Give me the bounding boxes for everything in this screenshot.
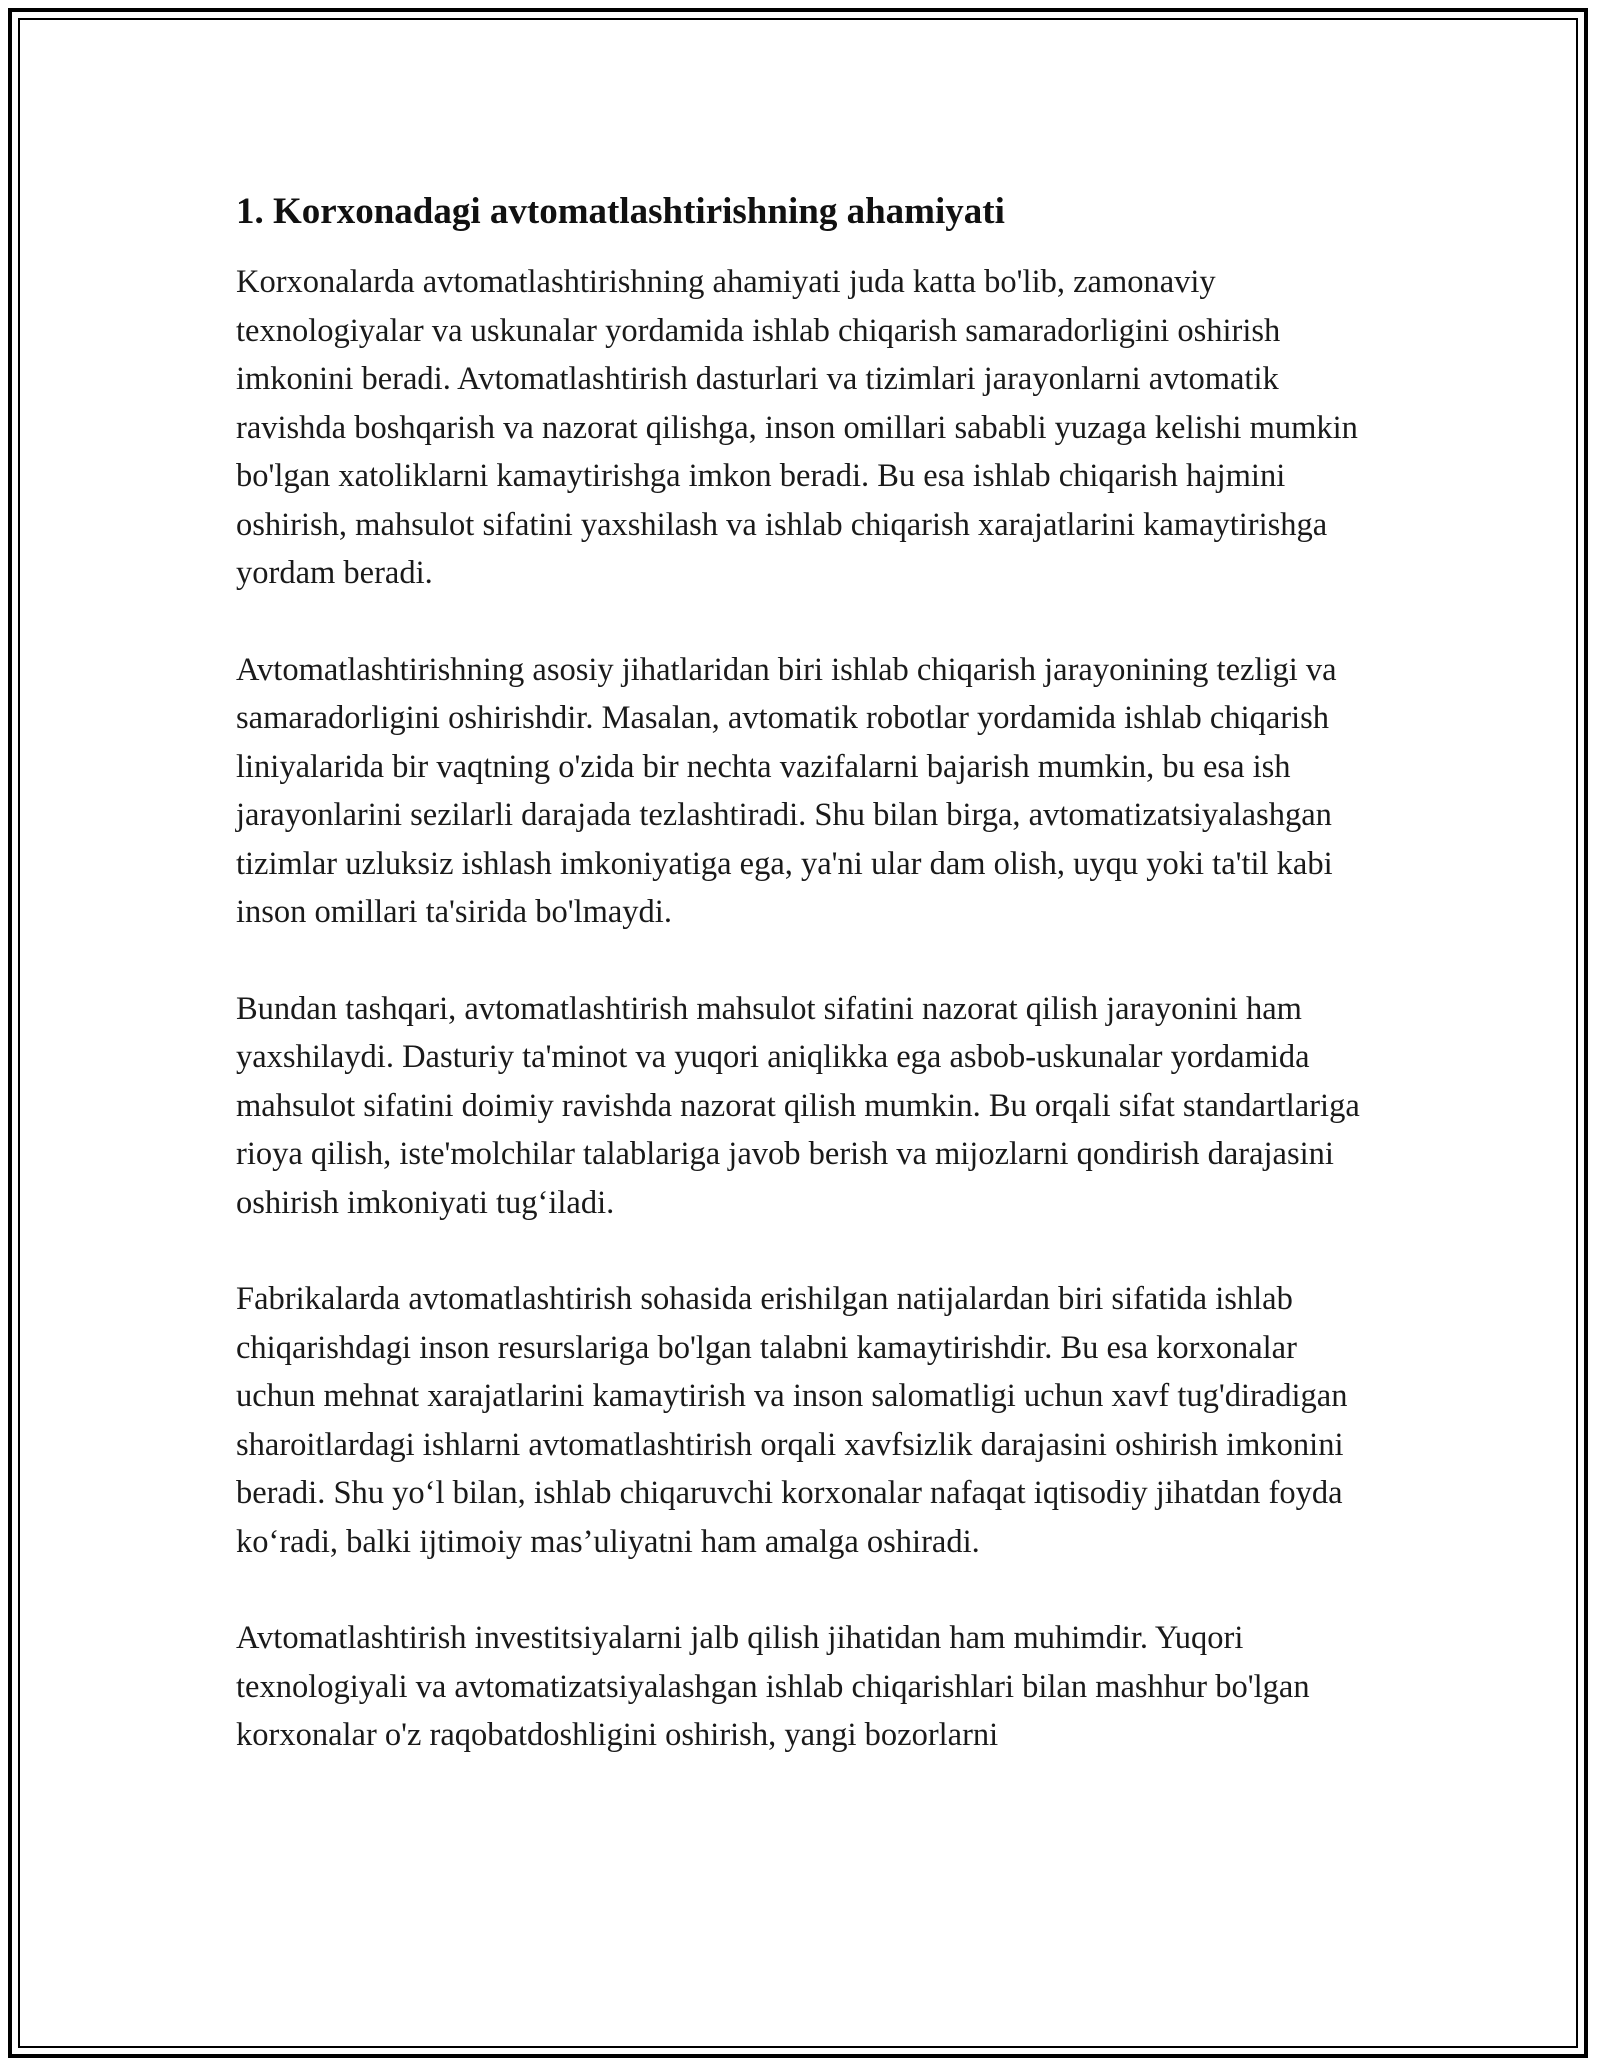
paragraph-4: Fabrikalarda avtomatlashtirish sohasida erishilgan natijalardan biri sifatida ishlab chiqarishdagi inson resurslariga bo'lgan talabni kamaytirishdir. Bu esa korxonalar uchun mehnat xarajatlarini kamaytirish va inson salomatligi uchun xavf tug'diradigan sharoitlardagi ishlarni avtomatlashtirish orqali xavfsizlik darajasini oshirish imkonini beradi. Shu yo‘l bilan, ishlab chiqaruvchi korxonalar nafaqat iqtisodiy jihatdan foyda ko‘radi, balki ijtimoiy mas’uliyatni ham amalga oshiradi.	[236, 1281, 1348, 1560]
document-body	[236, 188, 1376, 1760]
paragraph-3: Bundan tashqari, avtomatlashtirish mahsulot sifatini nazorat qilish jarayonini ham yaxshilaydi. Dasturiy ta'minot va yuqori aniqlikka ega asbob-uskunalar yordamida mahsulot sifatini doimiy ravishda nazorat qilish mumkin. Bu orqali sifat standartlariga rioya qilish, iste'molchilar talablariga javob berish va mijozlarni qondirish darajasini oshirish imkoniyati tug‘iladi.	[236, 990, 1360, 1221]
paragraph-1: Korxonalarda avtomatlashtirishning ahamiyati juda katta bo'lib, zamonaviy texnologiyalar va uskunalar yordamida ishlab chiqarish samaradorligini oshirish imkonini beradi. Avtomatlashtirish dasturlari va tizimlari jarayonlarni avtomatik ravishda boshqarish va nazorat qilishga, inson omillari sababli yuzaga kelishi mumkin bo'lgan xatoliklarni kamaytirishga imkon beradi. Bu esa ishlab chiqarish hajmini oshirish, mahsulot sifatini yaxshilash va ishlab chiqarish xarajatlarini kamaytirishga yordam beradi.	[236, 264, 1358, 591]
paragraph-5: Avtomatlashtirish investitsiyalarni jalb qilish jihatidan ham muhimdir. Yuqori texnologiyali va avtomatizatsiyalashgan ishlab chiqarishlari bilan mashhur bo'lgan korxonalar o'z raqobatdoshligini oshirish, yangi bozorlarni	[236, 1620, 1310, 1753]
section-heading: 1. Korxonadagi avtomatlashtirishning ahamiyati	[236, 191, 1005, 232]
paragraph-2: Avtomatlashtirishning asosiy jihatlaridan biri ishlab chiqarish jarayonining tezligi va samaradorligini oshirishdir. Masalan, avtomatik robotlar yordamida ishlab chiqarish liniyalarida bir vaqtning o'zida bir nechta vazifalarni bajarish mumkin, bu esa ish jarayonlarini sezilarli darajada tezlashtiradi. Shu bilan birga, avtomatizatsiyalashgan tizimlar uzluksiz ishlash imkoniyatiga ega, ya'ni ular dam olish, uyqu yoki ta'til kabi inson omillari ta'sirida bo'lmaydi.	[236, 651, 1337, 930]
